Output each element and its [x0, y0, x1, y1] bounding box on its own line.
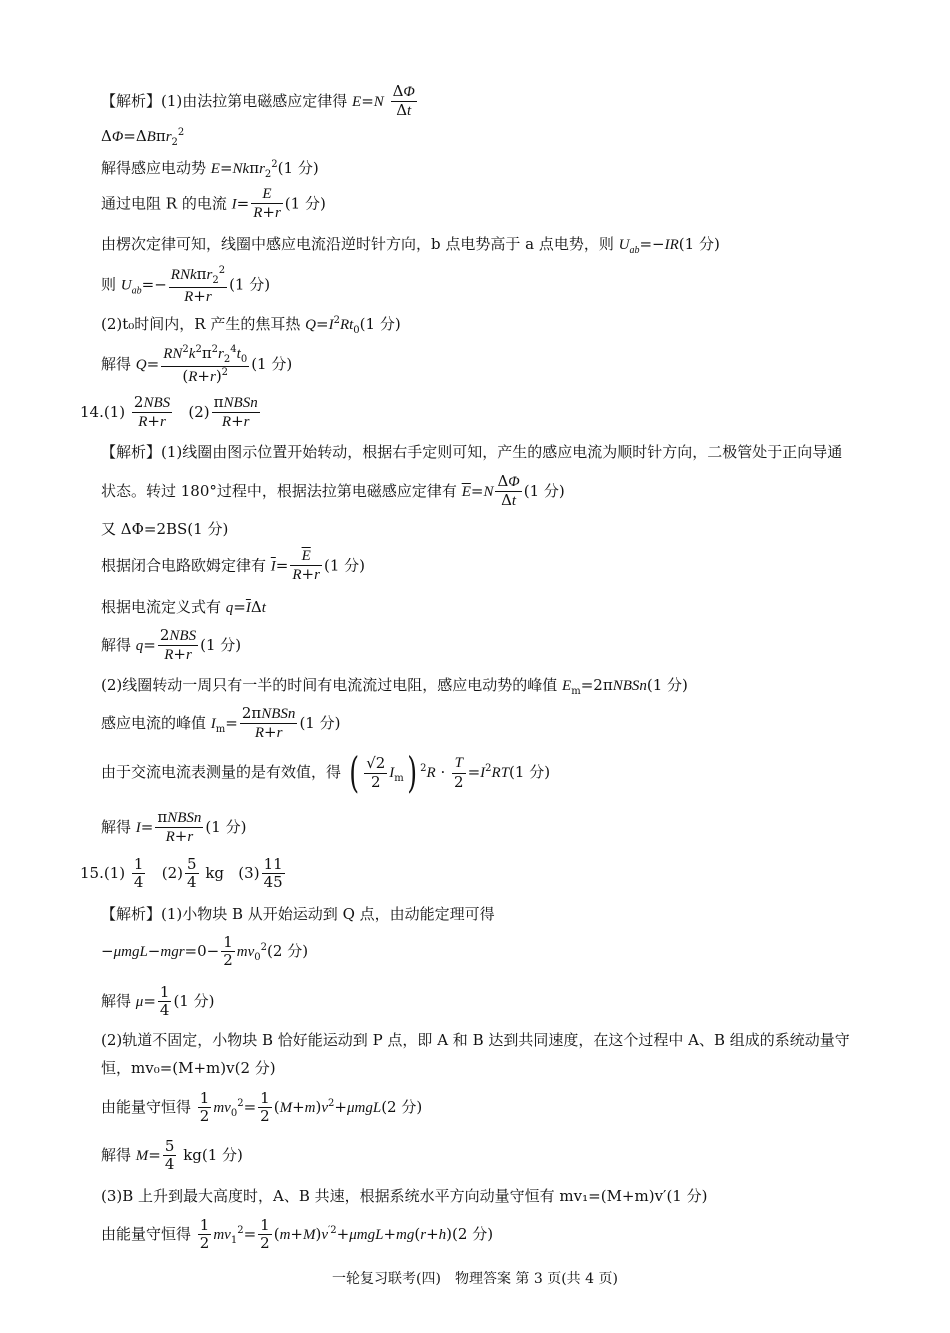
solution-line: 恒，mv₀=(M+m)v(2 分) [101, 1059, 276, 1077]
solution-line: ΔΦ=ΔBπr$_2^2$ [101, 127, 185, 148]
solution-line: 【解析】(1)小物块 B 从开始运动到 Q 点，由动能定理可得 [101, 905, 495, 923]
solution-line: 根据电流定义式有 $q=\overline{I}\Delta t$ [101, 598, 266, 616]
solution-line: 由楞次定律可知，线圈中感应电流沿逆时针方向，b 点电势高于 a 点电势，则 $U_{ab}=-IR(1$ 分) [101, 235, 720, 256]
solution-line: 解得 μ= $\frac{1}{4}$ (1 分) [101, 983, 215, 1020]
solution-line: 则 $U_{ab}=-$ $\frac{RNk\pi r_2^2}{R+r}$ (1 分) [101, 265, 271, 305]
answer-15: 15.(1) $\frac{1}{4}$ (2) $\frac{5}{4}$ kg (3) $\frac{11}{45}$ [80, 855, 283, 892]
solution-line: 【解析】(1)由法拉第电磁感应定律得 E=N $\frac{\Delta\Phi}{\Delta t}$ [101, 82, 415, 120]
solution-line: (2)线圈转动一周只有一半的时间有电流流过电阻，感应电动势的峰值 $E_m=2\pi NBSn(1$ 分) [101, 676, 688, 697]
solution-line: 又 ΔΦ=2BS(1 分) [101, 520, 229, 538]
solution-line: 由能量守恒得 $\frac{1}{2}$ $mv_0^2=$ $\frac{1}{2}$ $(M+m)v^2+\mu mgL(2$ 分) [101, 1089, 423, 1126]
solution-line: 【解析】(1)线圈由图示位置开始转动，根据右手定则可知，产生的感应电流为顺时针方向，二极管处于正向导通 [101, 443, 843, 461]
solution-line: 根据闭合电路欧姆定律有 $\overline{I}=$ $\frac{\overline{E}}{R+r}$ (1 分) [101, 548, 365, 584]
solution-line: 解得感应电动势 E=Nkπr$_2^2$(1 分) [101, 159, 319, 180]
solution-line: −μmgL−mgr=0− $\frac{1}{2}$ $mv_0^2(2$ 分) [101, 933, 309, 970]
solution-line: 由能量守恒得 $\frac{1}{2}$ $mv_1^2=$ $\frac{1}{2}$ $(m+M)v^{'2}+\mu mgL+mg(r+h)(2$ 分) [101, 1216, 494, 1253]
solution-line: 由于交流电流表测量的是有效值，得 ( $\frac{√2}{2}$ $I_m$) $^2$R · $\frac{T}{2}$ $=I^2RT(1$ 分) [101, 748, 551, 797]
solution-line: 通过电阻 R 的电流 I= $\frac{E}{R+r}$ (1 分) [101, 186, 326, 222]
solution-line: 状态。转过 180°过程中，根据法拉第电磁感应定律有 $\overline{E}=N$ $\frac{\Delta\Phi}{\Delta t}$ (1 分) [101, 472, 565, 510]
answer-14: 14.(1) $\frac{\text{2NBS}}{R+r}$ (2) $\frac{\text{πNBSn}}{R+r}$ [80, 393, 258, 431]
solution-line: 解得 Q= $\frac{RN^2k^2\pi^2r_2^4t_0}{(R+r)^2}$ (1 分) [101, 344, 293, 385]
solution-line: (2)轨道不固定，小物块 B 恰好能运动到 P 点，即 A 和 B 达到共同速度，在这个过程中 A、B 组成的系统动量守 [101, 1031, 850, 1049]
solution-line: 感应电流的峰值 $I_m=$ $\frac{\text{2πNBSn}}{R+r}$ (1 分) [101, 704, 341, 742]
solution-line: (2)t₀时间内，R 产生的焦耳热 $Q=I^2Rt_0(1$ 分) [101, 315, 401, 336]
solution-line: (3)B 上升到最大高度时，A、B 共速，根据系统水平方向动量守恒有 mv₁=(M+m)v′(1 分) [101, 1187, 708, 1205]
solution-line: 解得 q= $\frac{\text{2NBS}}{R+r}$ (1 分) [101, 626, 242, 664]
page-footer: 一轮复习联考(四) 物理答案 第 3 页(共 4 页) [332, 1271, 618, 1287]
solution-line: 解得 I= $\frac{\text{πNBSn}}{R+r}$ (1 分) [101, 808, 247, 846]
solution-line: 解得 M= $\frac{5}{4}$ kg(1 分) [101, 1137, 243, 1174]
